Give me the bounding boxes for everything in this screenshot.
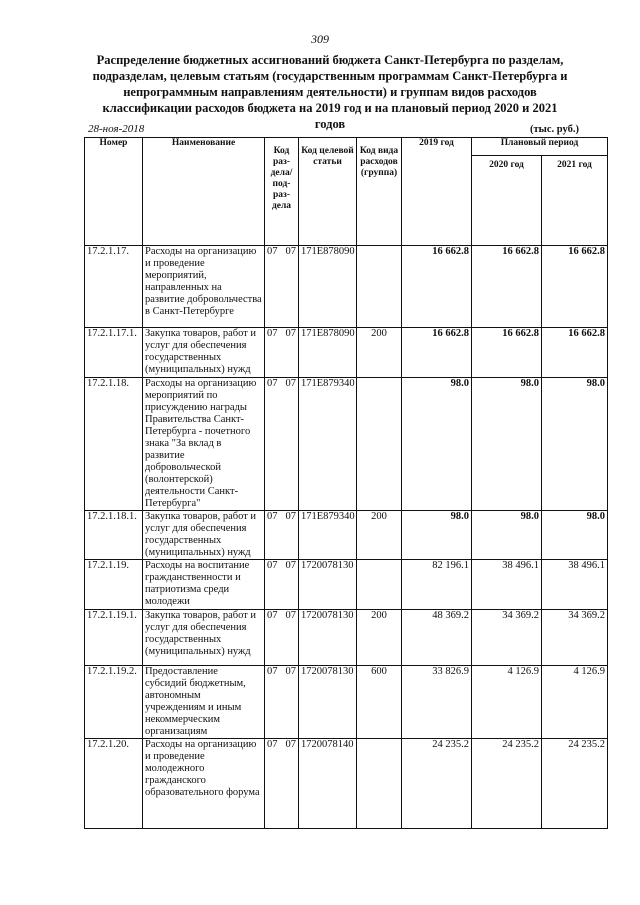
row-name: Закупка товаров, работ и услуг для обеспечения государственных (муниципальных) нужд [143,511,265,560]
table-row [85,739,608,829]
row-name: Расходы на организацию мероприятий по присуждению награды Правительства Санкт-Петербурга - почетного знака "За вклад в развитие добровольческой (волонтерской) деятельности Санкт-Петербурга" [143,378,265,511]
header-vid: Код вида расходов (группа) [357,138,402,246]
table-row [85,610,608,666]
row-target-code: 171Е879340 [299,511,357,560]
header-target: Код целевой статьи [299,138,357,246]
header-2021: 2021 год [542,156,608,246]
row-razdel-code [265,246,299,328]
row-amount-2019: 98.0 [402,511,472,560]
row-razdel-code [265,378,299,511]
row-amount-2021: 98.0 [542,378,608,511]
razdel-code: 07 [267,739,278,750]
table-row [85,378,608,511]
razdel-code: 07 [267,328,278,339]
row-razdel-code [265,610,299,666]
table-row [85,328,608,378]
row-amount-2019: 24 235.2 [402,739,472,829]
row-number: 17.2.1.17. [85,246,143,328]
row-target-code: 1720078140 [299,739,357,829]
row-amount-2020: 16 662.8 [472,246,542,328]
row-amount-2021: 24 235.2 [542,739,608,829]
row-name: Закупка товаров, работ и услуг для обеспечения государственных (муниципальных) нужд [143,610,265,666]
table-row [85,246,608,328]
row-number: 17.2.1.20. [85,739,143,829]
row-razdel-code [265,560,299,610]
row-target-code: 1720078130 [299,610,357,666]
row-amount-2020: 98.0 [472,378,542,511]
header-name: Наименование [143,138,265,246]
podrazdel-code: 07 [285,739,296,750]
row-amount-2020: 38 496.1 [472,560,542,610]
row-amount-2019: 98.0 [402,378,472,511]
header-2019: 2019 год [402,138,472,246]
row-number: 17.2.1.19. [85,560,143,610]
row-name: Расходы на воспитание гражданственности и патриотизма среди молодежи [143,560,265,610]
row-name: Расходы на организацию и проведение мероприятий, направленных на развитие добровольчества в Санкт-Петербурге [143,246,265,328]
row-amount-2020: 4 126.9 [472,666,542,739]
row-vid-code [357,560,402,610]
row-amount-2019: 16 662.8 [402,328,472,378]
budget-table [84,137,608,829]
row-target-code: 171Е878090 [299,328,357,378]
row-vid-code: 600 [357,666,402,739]
row-amount-2019: 16 662.8 [402,246,472,328]
row-target-code: 1720078130 [299,666,357,739]
podrazdel-code: 07 [285,328,296,339]
row-name: Расходы на организацию и проведение молодежного гражданского образовательного форума [143,739,265,829]
row-target-code: 1720078130 [299,560,357,610]
podrazdel-code: 07 [285,610,296,621]
row-vid-code: 200 [357,511,402,560]
row-amount-2019: 33 826.9 [402,666,472,739]
row-amount-2021: 4 126.9 [542,666,608,739]
row-razdel-code [265,511,299,560]
row-vid-code [357,378,402,511]
podrazdel-code: 07 [285,560,296,571]
row-number: 17.2.1.19.1. [85,610,143,666]
row-number: 17.2.1.19.2. [85,666,143,739]
table-row [85,666,608,739]
header-razdel: Код раз-дела/ под-раз-дела [265,138,299,246]
page-number: 309 [311,32,329,46]
row-amount-2021: 98.0 [542,511,608,560]
row-amount-2020: 98.0 [472,511,542,560]
row-amount-2020: 16 662.8 [472,328,542,378]
razdel-code: 07 [267,560,278,571]
row-amount-2020: 24 235.2 [472,739,542,829]
row-vid-code: 200 [357,610,402,666]
row-razdel-code [265,739,299,829]
header-planned-period: Плановый период [472,138,608,156]
podrazdel-code: 07 [285,511,296,522]
row-number: 17.2.1.18. [85,378,143,511]
row-target-code: 171Е879340 [299,378,357,511]
unit-label: (тыс. руб.) [530,124,579,135]
razdel-code: 07 [267,666,278,677]
podrazdel-code: 07 [285,666,296,677]
header-2020: 2020 год [472,156,542,246]
row-razdel-code [265,328,299,378]
razdel-code: 07 [267,378,278,389]
header-number: Номер [85,138,143,246]
table-row [85,511,608,560]
document-date: 28-ноя-2018 [88,123,145,135]
row-number: 17.2.1.18.1. [85,511,143,560]
row-razdel-code [265,666,299,739]
row-vid-code [357,739,402,829]
row-number: 17.2.1.17.1. [85,328,143,378]
row-name: Закупка товаров, работ и услуг для обеспечения государственных (муниципальных) нужд [143,328,265,378]
row-amount-2019: 48 369.2 [402,610,472,666]
row-amount-2021: 16 662.8 [542,328,608,378]
row-amount-2021: 38 496.1 [542,560,608,610]
podrazdel-code: 07 [285,378,296,389]
podrazdel-code: 07 [285,246,296,257]
table-body [85,246,608,829]
row-amount-2020: 34 369.2 [472,610,542,666]
document-title: Распределение бюджетных ассигнований бюджета Санкт-Петербурга по разделам, подразделам, целевым статьям (государственным программам Санкт-Петербурга и непрограммным направлениям деятельности) и группам видов расходов классификации расходов бюджета на 2019 год и на плановый период 2020 и 2021 годов [92,53,568,131]
razdel-code: 07 [267,511,278,522]
row-target-code: 171Е878090 [299,246,357,328]
row-vid-code: 200 [357,328,402,378]
row-amount-2021: 16 662.8 [542,246,608,328]
row-name: Предоставление субсидий бюджетным, автономным учреждениям и иным некоммерческим организациям [143,666,265,739]
table-row [85,560,608,610]
razdel-code: 07 [267,246,278,257]
razdel-code: 07 [267,610,278,621]
row-amount-2021: 34 369.2 [542,610,608,666]
row-vid-code [357,246,402,328]
row-amount-2019: 82 196.1 [402,560,472,610]
